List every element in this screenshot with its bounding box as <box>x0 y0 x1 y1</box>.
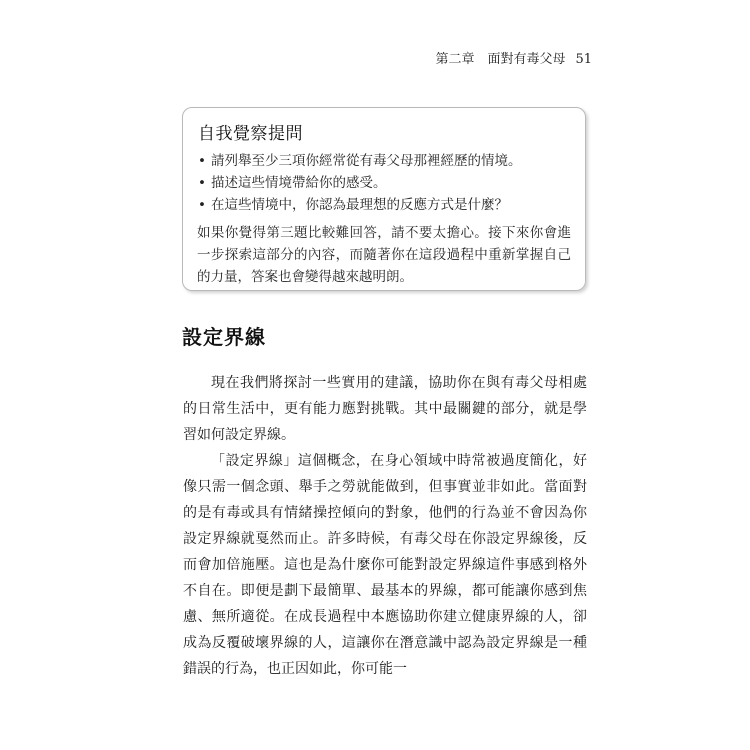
page-number: 51 <box>575 52 592 67</box>
bullet-icon: • <box>198 175 206 191</box>
paragraph: 現在我們將探討一些實用的建議，協助你在與有毒父母相處的日常生活中，更有能力應對挑戰。其中最關鍵的部分，就是學習如何設定界線。 <box>183 375 587 443</box>
list-item <box>197 150 571 172</box>
list-item <box>197 194 571 216</box>
question-list <box>197 150 571 216</box>
bullet-icon: • <box>198 153 206 169</box>
body-text <box>183 370 587 682</box>
question-text: 在這些情境中，你認為最理想的反應方式是什麼？ <box>211 197 508 213</box>
paragraph: 「設定界線」這個概念，在身心領域中時常被過度簡化，好像只需一個念頭、舉手之勞就能做到，但事實並非如此。當面對的是有毒或具有情緒操控傾向的對象，他們的行為並不會因為你設定界線就戛然而止。許多時候，有毒父母在你設定界線後，反而會加倍施壓。這也是為什麼你可能對設定界線這件事感到格外不自在。即便是劃下最簡單、最基本的界線，都可能讓你感到焦慮、無所適從。在成長過程中本應協助你建立健康界線的人，卻成為反覆破壞界線的人，這讓你在潛意識中認為設定界線是一種錯誤的行為，也正因如此，你可能一 <box>183 453 587 677</box>
question-text: 請列舉至少三項你經常從有毒父母那裡經歷的情境。 <box>211 153 522 169</box>
bullet-icon: • <box>198 197 206 213</box>
chapter-title: 第二章 面對有毒父母 <box>435 52 566 67</box>
self-reflection-box <box>182 107 586 291</box>
question-text: 描述這些情境帶給你的感受。 <box>211 175 387 191</box>
section-heading: 設定界線 <box>182 325 266 349</box>
list-item <box>197 172 571 194</box>
box-title: 自我覺察提問 <box>198 124 303 144</box>
running-head <box>435 48 592 67</box>
box-note: 如果你覺得第三題比較難回答，請不要太擔心。接下來你會進一步探索這部分的內容，而隨著你在這段過程中重新掌握自己的力量，答案也會變得越來越明朗。 <box>197 225 571 285</box>
